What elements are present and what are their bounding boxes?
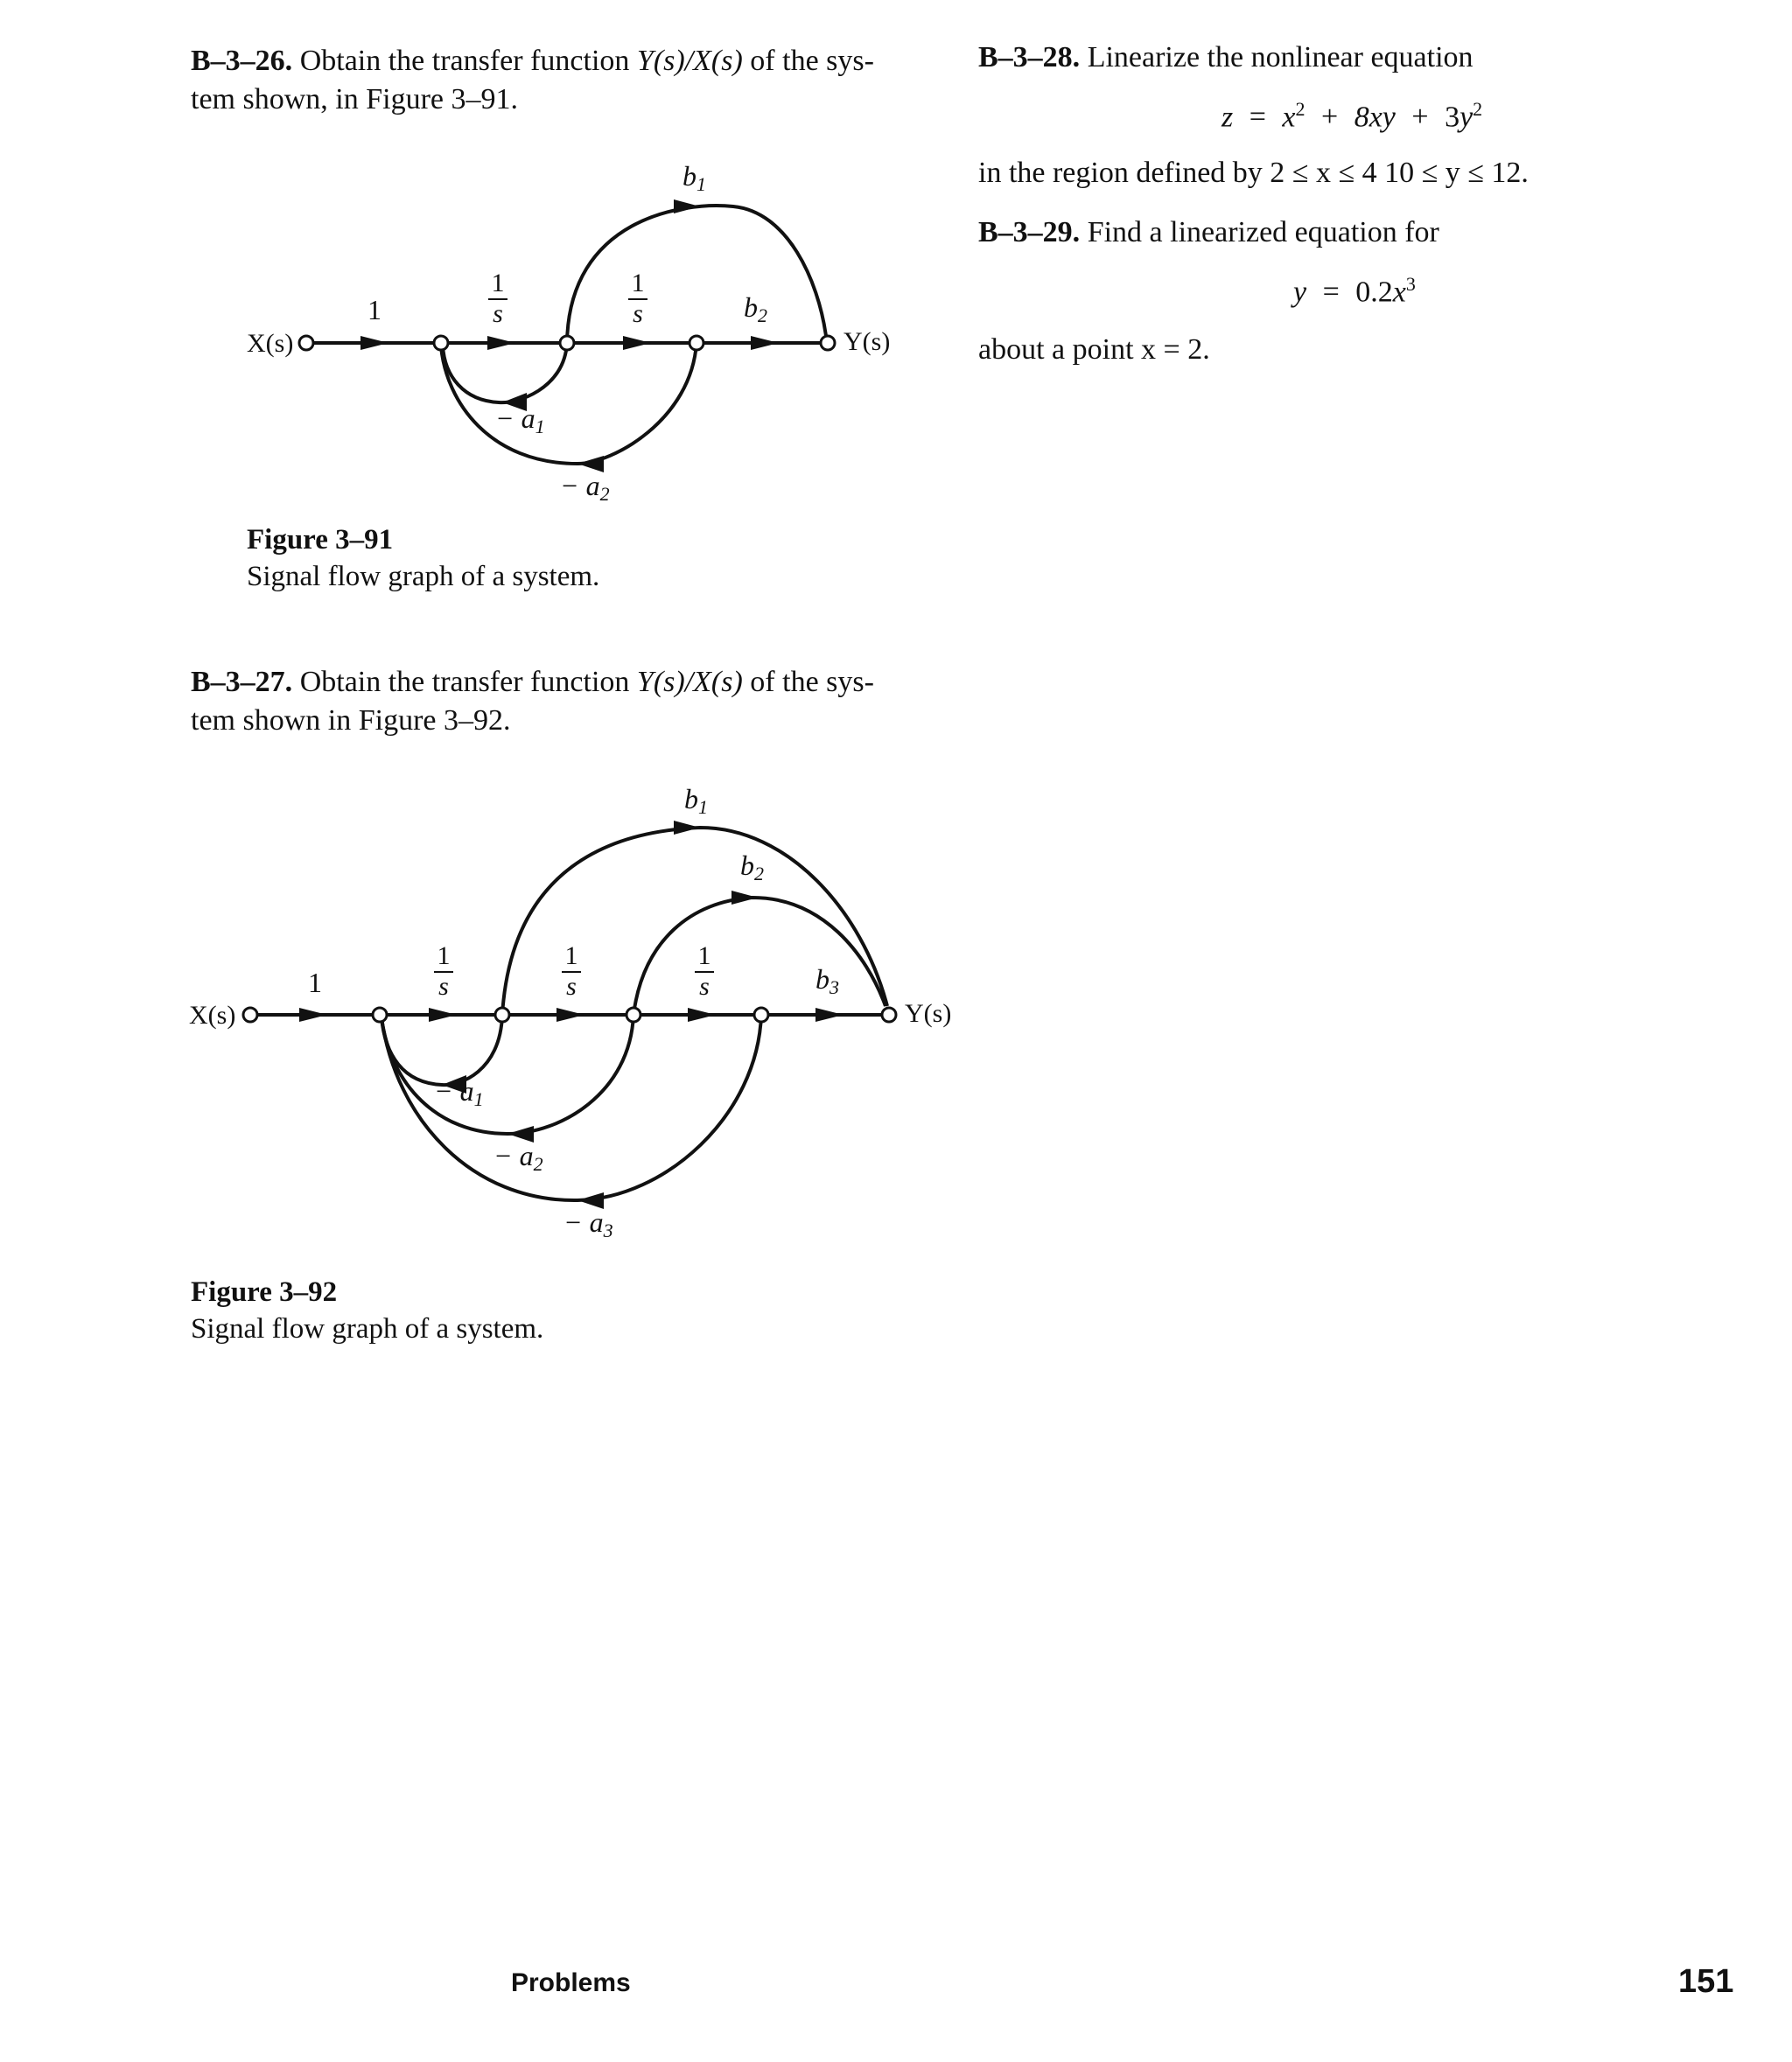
branch-b2-label: b2 — [744, 291, 767, 326]
branch-b1 — [567, 206, 826, 343]
node — [626, 1008, 640, 1022]
problem-id: B–3–29. — [978, 216, 1081, 248]
feedback-a1 — [443, 343, 567, 402]
signal-flow-graph-3-91 — [236, 157, 910, 507]
branch-b2-arrow — [732, 891, 758, 905]
eq-operator: = — [1249, 101, 1266, 134]
feedback-a3 — [382, 1015, 761, 1200]
node-input — [299, 336, 313, 350]
figure-label: Figure 3–92 — [191, 1276, 338, 1308]
equation-b3-28 — [1222, 98, 1482, 134]
eq-term: y — [1460, 101, 1474, 134]
input-gain-label: 1 — [368, 294, 382, 325]
problem-text: Linearize the nonlinear equation — [1087, 41, 1474, 73]
input-node-label: X(s) — [189, 1001, 236, 1030]
problem-text: tem shown, in Figure 3–91. — [191, 83, 518, 115]
problem-text: of the sys- — [742, 666, 874, 698]
integrator-numerator: 1 — [564, 941, 578, 970]
feedback-a2 — [441, 343, 696, 464]
forward-arrow — [556, 1008, 584, 1022]
branch-b2-label: b2 — [740, 849, 764, 884]
forward-arrow — [299, 1008, 327, 1022]
integrator-numerator: 1 — [437, 941, 451, 970]
eq-coefficient: 3 — [1445, 101, 1460, 134]
forward-arrow — [360, 336, 388, 350]
eq-term: x — [1282, 101, 1296, 134]
problem-b3-26 — [191, 42, 961, 119]
feedback-a2-label: − a2 — [560, 470, 610, 505]
problem-text: of the sys- — [742, 45, 874, 77]
output-node-label: Y(s) — [844, 327, 891, 356]
figure-label: Figure 3–91 — [247, 524, 394, 556]
integrator-numerator: 1 — [491, 269, 505, 297]
output-node-label: Y(s) — [905, 999, 952, 1028]
node — [495, 1008, 509, 1022]
problem-b3-27-line1 — [191, 663, 961, 702]
forward-arrow — [751, 336, 779, 350]
eq-operator: + — [1321, 101, 1339, 134]
equation-b3-29 — [1293, 273, 1416, 309]
node-input — [243, 1008, 257, 1022]
problem-text: Obtain the transfer function — [299, 45, 637, 77]
problem-text: in the region defined by 2 ≤ x ≤ 4 10 ≤ y ≤ 12. — [978, 157, 1529, 189]
eq-exponent: 2 — [1295, 98, 1306, 120]
problem-id: B–3–27. — [191, 666, 293, 698]
integrator-denominator: s — [438, 972, 449, 1001]
problem-id: B–3–26. — [191, 45, 293, 77]
integrator-numerator: 1 — [631, 269, 645, 297]
figure-3-92-caption — [191, 1274, 716, 1347]
problem-b3-29 — [978, 213, 1748, 252]
eq-exponent: 3 — [1405, 273, 1416, 295]
problem-b3-26-line1 — [191, 42, 961, 80]
integrator-denominator: s — [699, 972, 710, 1001]
figure-3-91-caption — [247, 521, 772, 595]
branch-b1-label: b1 — [682, 160, 706, 195]
node — [754, 1008, 768, 1022]
eq-coefficient: 0.2 — [1355, 276, 1393, 309]
problem-text: about a point x = 2. — [978, 333, 1210, 366]
page-number: 151 — [1678, 1963, 1734, 2000]
eq-term: 8xy — [1354, 101, 1396, 134]
integrator-denominator: s — [566, 972, 577, 1001]
eq-operator: = — [1322, 276, 1340, 309]
feedback-a3-label: − a3 — [564, 1206, 613, 1241]
feedback-a2-label: − a2 — [494, 1140, 543, 1175]
node — [560, 336, 574, 350]
node-output — [821, 336, 835, 350]
branch-b3-label: b3 — [816, 963, 839, 998]
eq-term: x — [1392, 276, 1406, 309]
feedback-a1-label: − a1 — [495, 402, 545, 437]
branch-b1-label: b1 — [684, 783, 708, 818]
branch-b1-arrow — [674, 821, 700, 835]
input-node-label: X(s) — [247, 329, 294, 358]
eq-term: y — [1293, 276, 1307, 309]
integrator-denominator: s — [493, 299, 503, 328]
figure-caption-text: Signal flow graph of a system. — [191, 1313, 544, 1345]
branch-b1-arrow — [674, 199, 700, 213]
node — [373, 1008, 387, 1022]
eq-exponent: 2 — [1473, 98, 1483, 120]
problem-text: tem shown in Figure 3–92. — [191, 704, 511, 737]
feedback-a1-label: − a1 — [434, 1075, 484, 1110]
footer-section-title: Problems — [511, 1968, 631, 1997]
forward-arrow — [429, 1008, 457, 1022]
transfer-function-expr: Y(s)/X(s) — [636, 666, 743, 698]
node — [690, 336, 704, 350]
problem-b3-28 — [978, 38, 1748, 77]
forward-arrow — [688, 1008, 716, 1022]
integrator-numerator: 1 — [697, 941, 711, 970]
node-output — [882, 1008, 896, 1022]
forward-arrow — [623, 336, 651, 350]
eq-operator: + — [1411, 101, 1429, 134]
problem-b3-27 — [191, 663, 961, 740]
transfer-function-expr: Y(s)/X(s) — [636, 45, 743, 77]
forward-arrow — [487, 336, 515, 350]
figure-caption-text: Signal flow graph of a system. — [247, 561, 600, 592]
node — [434, 336, 448, 350]
problem-id: B–3–28. — [978, 41, 1081, 73]
eq-term: z — [1222, 101, 1234, 134]
input-gain-label: 1 — [308, 967, 322, 998]
integrator-denominator: s — [633, 299, 643, 328]
signal-flow-graph-3-92 — [184, 779, 971, 1251]
forward-arrow — [816, 1008, 844, 1022]
problem-text: Find a linearized equation for — [1087, 216, 1439, 248]
problem-text: Obtain the transfer function — [299, 666, 637, 698]
